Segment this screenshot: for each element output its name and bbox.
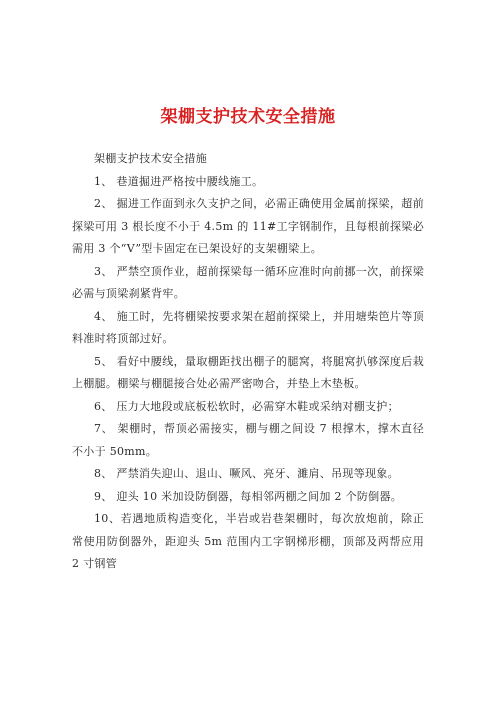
document-title: 架棚支护技术安全措施 [160, 107, 336, 127]
paragraph: 10、若遇地质构造变化，半岩或岩巷架棚时，每次放炮前，除正常使用防倒器外，距迎头 5m 范围内工字钢梯形棚，顶部及两帮应用 2 寸钢管 [72, 512, 424, 570]
paragraph: 2、 掘进工作面到永久支护之间，必需正确使用金属前探梁，超前探梁可用 3 根长度不小于 4.5m 的 11#工字钢制作，且每根前探梁必需用 3 个“V”型卡固定在已架设好的支架棚梁上。 [72, 197, 424, 255]
paragraph: 4、 施工时，先将棚梁按要求架在超前探梁上，并用塘柴笆片等顶料准时将顶部过好。 [72, 309, 424, 345]
paragraph: 9、 迎头 10 米加设防倒器，每相邻两棚之间加 2 个防倒器。 [94, 489, 403, 503]
paragraph: 5、 看好中腰线，量取棚距找出棚子的腿窝，将腿窝扒够深度后栽上棚腿。棚梁与棚腿接合处必需严密吻合，并垫上木垫板。 [72, 354, 424, 390]
paragraph: 1、 巷道掘进严格按中腰线施工。 [94, 174, 264, 188]
paragraph: 6、 压力大地段或底板松软时，必需穿木鞋或采纳对棚支护； [94, 399, 399, 413]
document-body [72, 148, 424, 576]
paragraph: 7、 架棚时，帮顶必需接实，棚与棚之间设 7 根撑木，撑木直径不小于 50mm。 [72, 422, 424, 458]
paragraph: 8、 严禁消失迎山、退山、噘风、亮牙、濉肩、吊现等现象。 [94, 467, 399, 480]
paragraph: 架棚支护技术安全措施 [94, 152, 207, 165]
paragraph: 3、 严禁空顶作业，超前探梁每一循环应准时向前挪一次，前探梁必需与顶梁刹紧背牢。 [72, 264, 424, 300]
